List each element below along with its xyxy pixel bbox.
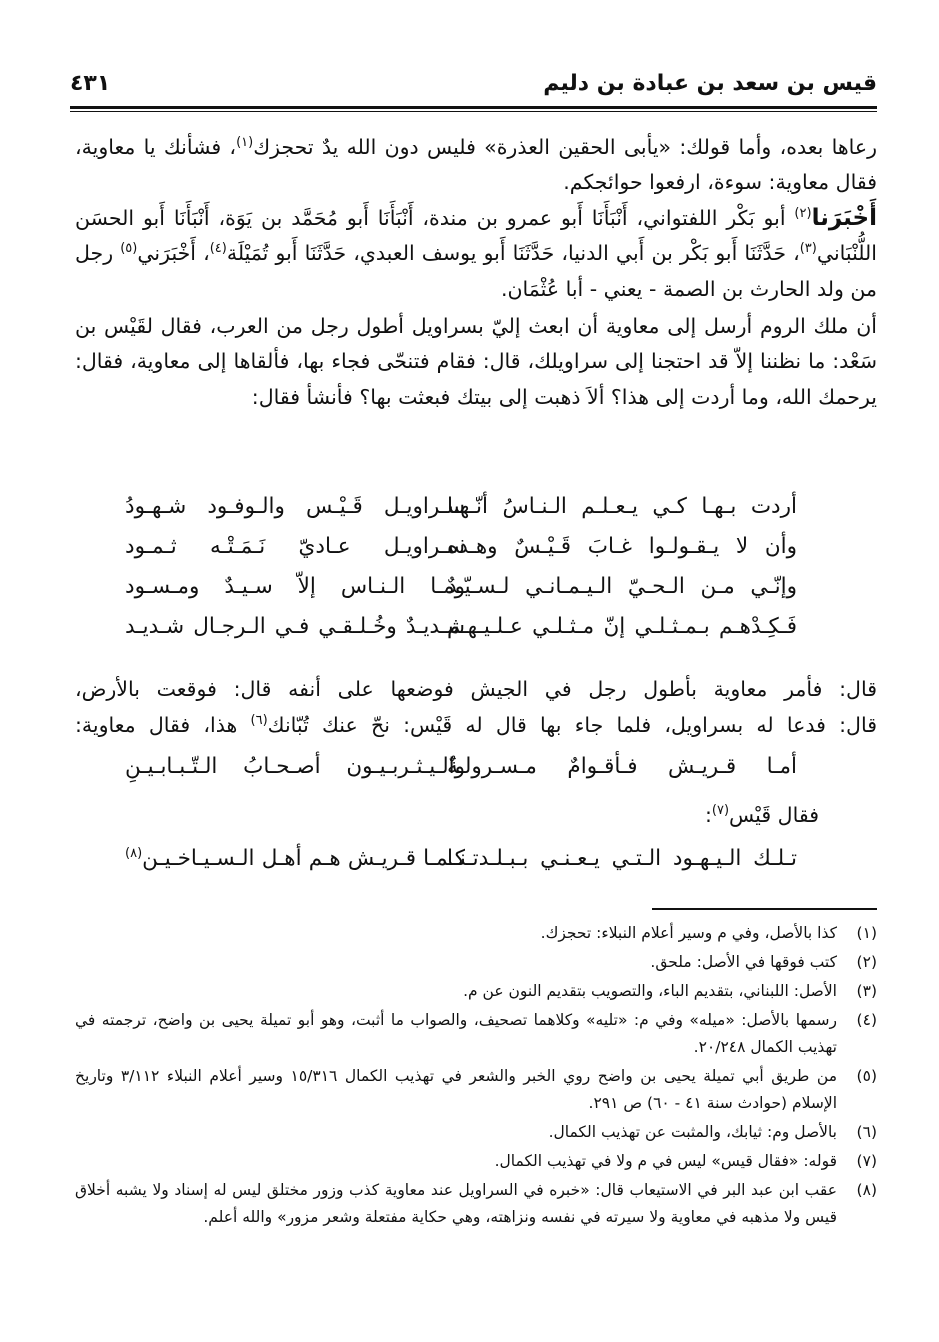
footnote <box>75 920 877 947</box>
footnote-text: قوله: «فقال قيس» ليس في م ولا في تهذيب الكمال. <box>494 1152 837 1170</box>
footnote-separator <box>652 908 877 910</box>
footnote-text: كتب فوقها في الأصل: ملحق. <box>650 953 837 971</box>
footnote <box>75 1007 877 1061</box>
verse-line <box>75 846 877 886</box>
footnote-number: (٢) <box>856 953 877 971</box>
verse-second-hemistich: شـديـدٌ وخُـلـقـي فـي الـرجـال شـديـد <box>125 614 465 639</box>
footnote-ref-4: (٤) <box>209 241 227 257</box>
verse-line <box>75 534 877 574</box>
footnote-ref-6: (٦) <box>250 713 268 729</box>
verse-second-hemistich: ومـا الـنـاس إلاّ سـيـدٌ ومـسـود <box>125 574 465 599</box>
footnote-text: عقب ابن عبد البر في الاستيعاب قال: «خبره في السراويل عند معاوية كذب وزور مختلق ليس له إسناد ولا يشبه أخلاق قيس ولا مذهبه في معاوية ولا سيرته في نفسه ونزاهته، وهي حكاية مفتعلة وشعر مزور» والله أعلم. <box>75 1181 837 1226</box>
footnote-number: (٦) <box>856 1123 877 1141</box>
prose-line-2-text-a: قال: فدعا له بسراويل، فلما جاء بها قال له قَيْس: نحّ عنك تُبّانك <box>267 713 877 737</box>
footnote-number: (٨) <box>856 1181 877 1199</box>
poem-3 <box>75 846 877 886</box>
footnote-number: (٣) <box>856 982 877 1000</box>
verse-line <box>75 614 877 654</box>
running-header <box>70 66 877 100</box>
verse-first-hemistich: أردت بـهـا كـي يـعـلـم الـنـاسُ أنّـهـا <box>447 494 797 519</box>
verse-first-hemistich: وإنّـي مـن الـحـيّ الـيـمـانـي لـسـيّـدٌ <box>447 574 797 599</box>
footnote <box>75 978 877 1005</box>
header-title: قيس بن سعد بن عبادة بن دليم <box>543 70 877 96</box>
footnote-ref-8: (٨) <box>125 845 143 861</box>
verse-first-hemistich: أمـا قـريـش فـأقـوامٌ مـسـرولـةٌ <box>447 754 797 779</box>
paragraph-3: أن ملك الروم أرسل إلى معاوية أن ابعث إليّ بسراويل أطول رجل من العرب، فقال لقَيْس بن سَعْد: ما نظننا إلاّ قد احتجنا إلى سراويلك، قال: فقام فتنحّى فجاء بها، فألقاها إلى معاوية، فقال: يرحمك الله، وما أردت إلى هذا؟ ألاَ ذهبت إلى بيتك فبعثت بها؟ فأنشأ فقال: <box>75 314 877 409</box>
verse-first-hemistich: فَـكِـدْهـم بـمـثـلـي إنّ مـثـلـي عـلـيـهـم <box>447 614 797 639</box>
prose-line-3 <box>75 798 819 833</box>
isnad-text-2: ، حَدَّثَنَا أَبو بَكْر بن أَبي الدنيا، حَدَّثَنَا أَبو يوسف العبدي، حَدَّثَنَا أَبو تُمَيْلَة <box>226 241 800 266</box>
isnad-text-1: أبو بَكْر اللفتواني، أَنْبَأَنَا أَبو عمرو بن مندة، أَنْبَأَنَا أَبو مُحَمَّد بن يَوَة، أَنْبَأَنَا أَبو الحسَن اللُّنْبَاني <box>75 205 877 266</box>
footnote <box>75 949 877 976</box>
prose-line-2 <box>75 708 877 743</box>
footnote-ref-1: (١) <box>236 135 254 151</box>
footnote-number: (٧) <box>856 1152 877 1170</box>
prose-line-3-text: فقال قَيْس <box>729 803 819 827</box>
footnote <box>75 1119 877 1146</box>
header-rule <box>70 106 877 112</box>
verse-second-hemistich <box>125 846 465 871</box>
verse-line <box>75 494 877 534</box>
footnote <box>75 1177 877 1231</box>
footnote <box>75 1148 877 1175</box>
footnote-text: كذا بالأصل، وفي م وسير أعلام النبلاء: تحجزك. <box>540 924 837 942</box>
footnote-ref-2: (٢) <box>794 205 812 221</box>
verse-second-hemistich: سـراويـل قَـيْـس والـوفـود شـهـودُ <box>125 494 465 519</box>
footnote-text: بالأصل وم: ثيابك، والمثبت عن تهذيب الكمال. <box>548 1123 837 1141</box>
paragraph-1-text-a: رعاها بعده، وأما قولك: «يأبى الحقين العذرة» فليس دون الله يدٌ تحجزك <box>253 135 878 159</box>
main-text <box>75 130 877 415</box>
isnad-lead-word: أَخْبَرَنا <box>811 204 877 231</box>
footnote-text: رسمها بالأصل: «ميله» وفي م: «تليه» وكلاهما تصحيف، والصواب ما أثبت، وهو أبو تميلة يحيى بن واضح، ترجمته في تهذيب الكمال ٢٠/٢٤٨. <box>75 1011 837 1056</box>
isnad-text-4: رجل من ولد الحارث بن الصمة - يعني - أبا عُثْمَان. <box>75 241 877 301</box>
paragraph-1 <box>75 130 877 201</box>
paragraph-1-text-b: ، فشأنك يا معاوية، فقال معاوية: سوءة، ارفعوا حوائجكم. <box>75 135 877 195</box>
footnote-text: الأصل: اللبناني، بتقديم الباء، والتصويب بتقديم النون عن م. <box>463 982 837 1000</box>
footnote-number: (١) <box>856 924 877 942</box>
footnote <box>75 1063 877 1117</box>
footnote-number: (٤) <box>856 1011 877 1029</box>
footnote-number: (٥) <box>856 1067 877 1085</box>
verse-line <box>75 754 877 794</box>
footnote-ref-7: (٧) <box>711 803 730 819</box>
footnote-text: من طريق أبي تميلة يحيى بن واضح روي الخبر والشعر في تهذيب الكمال ١٥/٣١٦ وسير أعلام النبلاء ٣/١١٢ وتاريخ الإسلام (حوادث سنة ٤١ - ٦٠) ص ٢٩١. <box>75 1067 837 1112</box>
prose-line-1: قال: فأمر معاوية بأطول رجل في الجيش فوضعها على أنفه قال: فوقعت بالأرض، <box>75 677 877 701</box>
verse-second-hemistich: سـراويـل عـاديّ نَـمَـتْـه ثـمـود <box>125 534 465 559</box>
footnotes <box>75 920 877 1233</box>
verse-first-hemistich: تـلـك الـيـهـود الـتـي يـعـنـي بـبـلـدتـنـا <box>447 846 797 871</box>
prose-line-3-colon: : <box>704 803 712 827</box>
prose-line-2-text-b: هذا، فقال معاوية: <box>75 713 251 737</box>
page-number: ٤٣١ <box>70 70 111 96</box>
footnote-ref-5: (٥) <box>120 241 138 257</box>
poem-1 <box>75 494 877 654</box>
paragraph-2 <box>75 201 877 307</box>
verse-second-hemistich: والـيـثـربـيـون أصـحـابُ الـتّـبـابـيـنِ <box>125 754 465 779</box>
poem-2 <box>75 754 877 794</box>
verse-line <box>75 574 877 614</box>
footnote-ref-3: (٣) <box>799 241 817 257</box>
verse-second-hemistich-text: كـمـا قـريـش هـم أهـل الـسـيـاخـيـن <box>142 846 465 871</box>
verse-first-hemistich: وأن لا يـقـولـوا غـابَ قَـيْـسٌ وهـذه <box>447 534 797 559</box>
isnad-text-3: ، أَخْبَرَني <box>137 241 210 266</box>
